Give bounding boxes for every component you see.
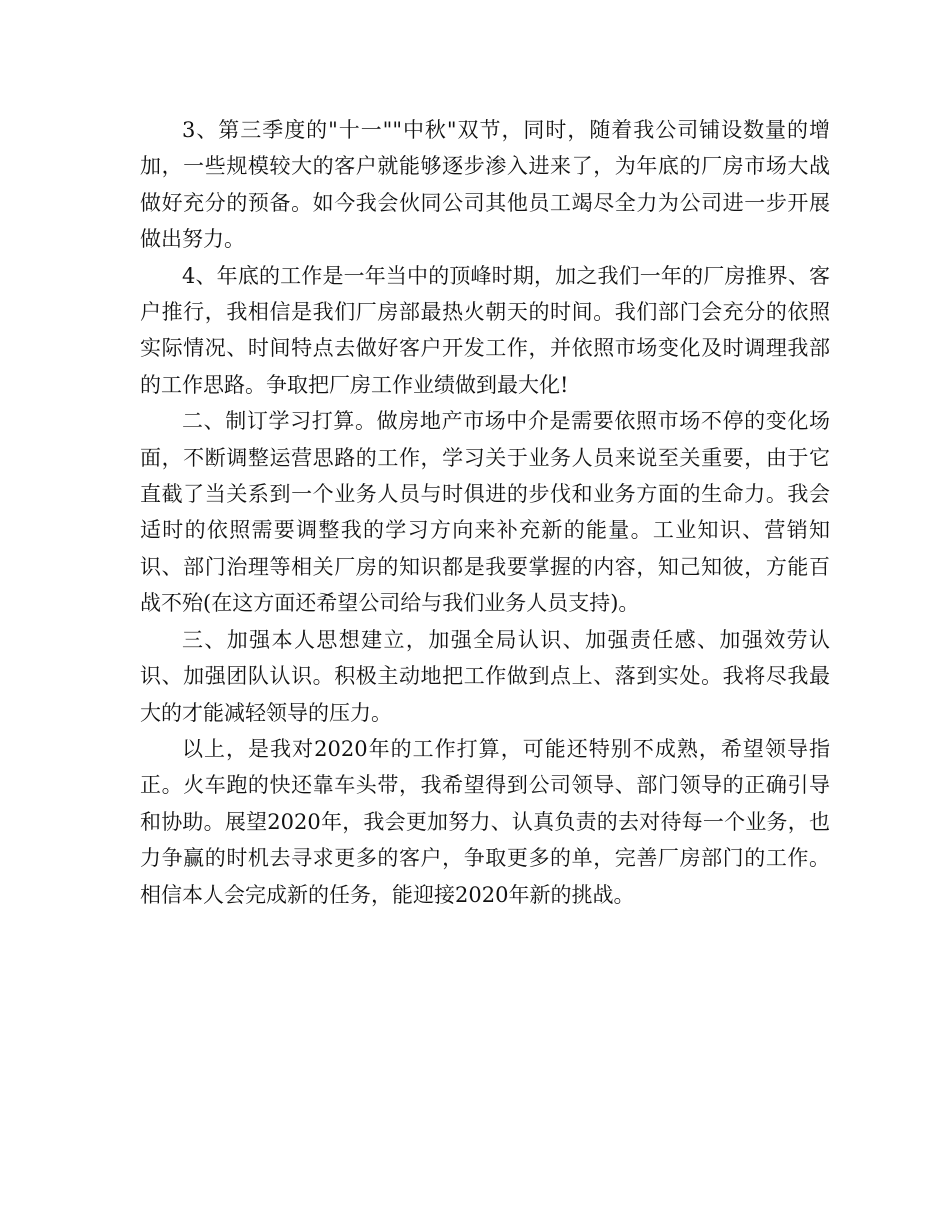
- paragraph-study-plan: 二、制订学习打算。做房地产市场中介是需要依照市场不停的变化场面，不断调整运营思路的工作，学习关于业务人员来说至关重要，由于它直截了当关系到一个业务人员与时俱进的步伐和业务方面的生命力。我会适时的依照需要调整我的学习方向来补充新的能量。工业知识、营销知识、部门治理等相关厂房的知识都是我要掌握的内容，知己知彼，方能百战不殆(在这方面还希望公司给与我们业务人员支持)。: [140, 409, 830, 616]
- paragraph-third-quarter: 3、第三季度的"十一""中秋"双节，同时，随着我公司铺设数量的增加，一些规模较大的客户就能够逐步渗入进来了，为年底的厂房市场大战做好充分的预备。如今我会伙同公司其他员工竭尽全力为公司进一步开展做出努力。: [140, 118, 830, 252]
- document-body: [140, 112, 830, 913]
- paragraph-year-end: 4、年底的工作是一年当中的顶峰时期，加之我们一年的厂房推界、客户推行，我相信是我们厂房部最热火朝天的时间。我们部门会充分的依照实际情况、时间特点去做好客户开发工作，并依照市场变化及时调理我部的工作思路。争取把厂房工作业绩做到最大化!: [140, 263, 830, 397]
- paragraph-conclusion: 以上，是我对2020年的工作打算，可能还特别不成熟，希望领导指正。火车跑的快还靠车头带，我希望得到公司领导、部门领导的正确引导和协助。展望2020年，我会更加努力、认真负责的去对待每一个业务，也力争赢的时机去寻求更多的客户，争取更多的单，完善厂房部门的工作。相信本人会完成新的任务，能迎接2020年新的挑战。: [140, 736, 830, 907]
- paragraph-self-improvement: 三、加强本人思想建立，加强全局认识、加强责任感、加强效劳认识、加强团队认识。积极主动地把工作做到点上、落到实处。我将尽我最大的才能减轻领导的压力。: [140, 627, 830, 725]
